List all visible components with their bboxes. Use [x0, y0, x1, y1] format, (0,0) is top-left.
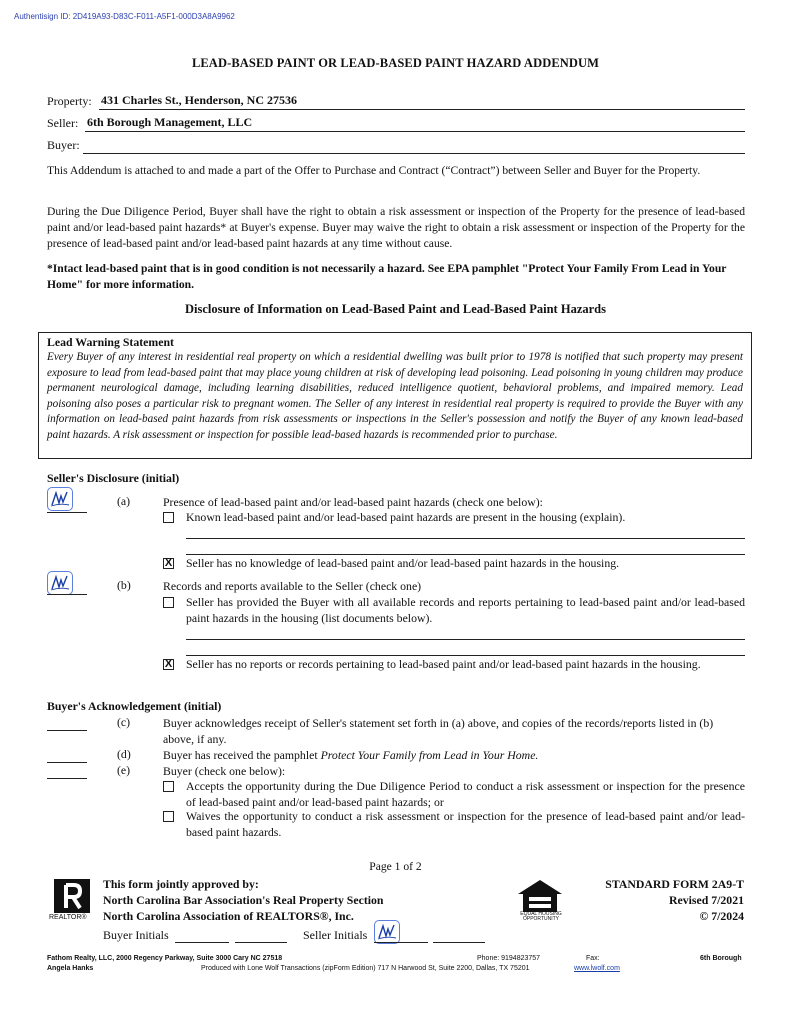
seller-value: 6th Borough Management, LLC [87, 115, 253, 129]
item-letter-b: (b) [117, 578, 131, 592]
signature-icon [375, 921, 399, 943]
checkbox-accepts-opportunity[interactable] [163, 781, 174, 792]
approval-line-2: North Carolina Bar Association's Real Property Section [103, 893, 384, 907]
disclosure-title: Disclosure of Information on Lead-Based Paint and Lead-Based Paint Hazards [185, 302, 606, 316]
option-waives-opportunity: Waives the opportunity to conduct a risk assessment or inspection for the presence of lead-based paint and/or lead-based paint hazards. [186, 809, 745, 839]
addendum-intro-paragraph: This Addendum is attached to and made a part of the Offer to Purchase and Contract (“Contract”) between Seller and Buyer for the Property. [47, 164, 701, 177]
option-known-lead-paint: Known lead-based paint and/or lead-based paint hazards are present in the housing (explain). [186, 510, 626, 524]
form-number: STANDARD FORM 2A9-T [605, 877, 744, 891]
item-letter-a: (a) [117, 494, 131, 508]
property-label: Property: [47, 94, 92, 108]
seller-disclosure-heading: Seller's Disclosure (initial) [47, 471, 180, 485]
seller-initials-signature[interactable] [374, 920, 400, 944]
seller-initials-label: Seller Initials [303, 928, 368, 942]
explain-line-1[interactable] [186, 538, 745, 539]
seller-initial-line-b [47, 580, 87, 595]
intact-paint-note: *Intact lead-based paint that is in good condition is not necessarily a hazard. See EPA pamphlet "Protect Your Family From Lead in Your Home" for more information. [47, 262, 727, 291]
item-letter-c: (c) [117, 715, 131, 729]
item-d-text [163, 747, 538, 763]
checkbox-waives-opportunity[interactable] [163, 811, 174, 822]
buyer-initials-line-2[interactable] [235, 942, 287, 943]
property-value: 431 Charles St., Henderson, NC 27536 [101, 93, 298, 107]
authentisign-id: Authentisign ID: 2D419A93-D83C-F011-A5F1-000D3A8A9962 [14, 12, 235, 21]
form-identifier [605, 876, 744, 924]
footer-brokerage: Fathom Realty, LLC, 2000 Regency Parkway, Suite 3000 Cary NC 27518 [47, 955, 283, 962]
seller-initial-line-a [47, 498, 87, 513]
buyer-field[interactable] [47, 138, 745, 154]
footer-agent: Angela Hanks [47, 965, 94, 972]
due-diligence-paragraph: During the Due Diligence Period, Buyer shall have the right to obtain a risk assessment or inspection of the Property for the presence of lead-based paint and/or lead-based paint hazards* at Buyer's expense. Buyer may waive the right to obtain a risk assessment or inspection of the Property for the presence of lead-based paint and/or lead-based paint hazards at any time without cause. [47, 205, 745, 250]
buyer-initial-line-d[interactable] [47, 748, 87, 763]
seller-label: Seller: [47, 116, 79, 130]
item-d-text-plain: Buyer has received the pamphlet [163, 748, 321, 762]
form-revised: Revised 7/2021 [668, 893, 744, 907]
buyer-initials-line-1[interactable] [175, 942, 229, 943]
realtor-label: REALTOR® [49, 914, 87, 921]
item-b-text: Records and reports available to the Seller (check one) [163, 579, 422, 593]
pamphlet-title: Protect Your Family from Lead in Your Home. [320, 748, 539, 762]
item-e-text: Buyer (check one below): [163, 764, 286, 778]
checkbox-no-records[interactable]: X [164, 658, 173, 670]
lead-warning-box [38, 332, 752, 459]
lead-warning-title: Lead Warning Statement [47, 335, 174, 349]
item-letter-d: (d) [117, 747, 131, 761]
form-copyright: © 7/2024 [699, 909, 744, 923]
item-a-text: Presence of lead-based paint and/or lead-based paint hazards (check one below): [163, 495, 543, 509]
buyer-ack-heading: Buyer's Acknowledgement (initial) [47, 699, 222, 713]
approval-statement [103, 876, 384, 924]
buyer-label: Buyer: [47, 138, 80, 152]
seller-initials-line-2[interactable] [433, 942, 485, 943]
buyer-initial-line-c[interactable] [47, 716, 87, 731]
item-c-text: Buyer acknowledges receipt of Seller's statement set forth in (a) above, and copies of the records/reports listed in (b) above, if any. [163, 716, 714, 746]
checkbox-no-knowledge[interactable]: X [164, 557, 173, 569]
option-no-records: Seller has no reports or records pertaining to lead-based paint and/or lead-based paint hazards in the housing. [186, 657, 701, 671]
option-records-provided: Seller has provided the Buyer with all available records and reports pertaining to lead-based paint and/or lead-based paint hazards in the housing (list documents below). [186, 595, 745, 625]
footer-file-name: 6th Borough [700, 955, 742, 962]
page-number: Page 1 of 2 [369, 860, 422, 873]
property-field[interactable] [47, 94, 745, 110]
documents-line-1[interactable] [186, 639, 745, 640]
checkbox-records-provided[interactable] [163, 597, 174, 608]
equal-housing-label: EQUAL HOUSING OPPORTUNITY [520, 911, 562, 922]
equal-housing-icon [515, 878, 565, 914]
option-no-knowledge: Seller has no knowledge of lead-based paint and/or lead-based paint hazards in the housing. [186, 556, 620, 570]
lead-warning-text: Every Buyer of any interest in residential real property on which a residential dwelling was built prior to 1978 is notified that such property may present exposure to lead from lead-based paint that may place young children at risk of developing lead poisoning. Lead poisoning in young children may produce permanent neurological damage, including learning disabilities, reduced intelligence quotient, behavioral problems, and impaired memory. Lead poisoning also poses a particular risk to pregnant women. The Seller of any interest in residential real property is required to provide the Buyer with any information on lead-based paint hazards from risk assessments or inspections in the Seller's possession and notify the Buyer of any known lead-based paint hazards. A risk assessment or inspection for possible lead-based hazards is recommended prior to purchase. [47, 351, 743, 441]
seller-field[interactable] [47, 116, 745, 132]
document-title: LEAD-BASED PAINT OR LEAD-BASED PAINT HAZARD ADDENDUM [191, 56, 600, 70]
footer-produced-with: Produced with Lone Wolf Transactions (zipForm Edition) 717 N Harwood St, Suite 2200, Dallas, TX 75201 [201, 965, 530, 972]
buyer-initial-line-e[interactable] [47, 764, 87, 779]
seller-initials-line-1[interactable] [374, 942, 428, 943]
footer-fax: Fax: [586, 955, 600, 962]
approval-line-1: This form jointly approved by: [103, 877, 259, 891]
buyer-initials-label: Buyer Initials [103, 928, 169, 942]
checkbox-known-lead-paint[interactable] [163, 512, 174, 523]
footer-website-link[interactable]: www.lwolf.com [574, 965, 620, 972]
option-accepts-opportunity: Accepts the opportunity during the Due Diligence Period to conduct a risk assessment or inspection for the presence of lead-based paint and/or lead-based paint hazards; or [186, 779, 745, 809]
item-letter-e: (e) [117, 763, 131, 777]
approval-line-3: North Carolina Association of REALTORS®, Inc. [103, 909, 354, 923]
footer-phone: Phone: 9194823757 [477, 955, 541, 962]
